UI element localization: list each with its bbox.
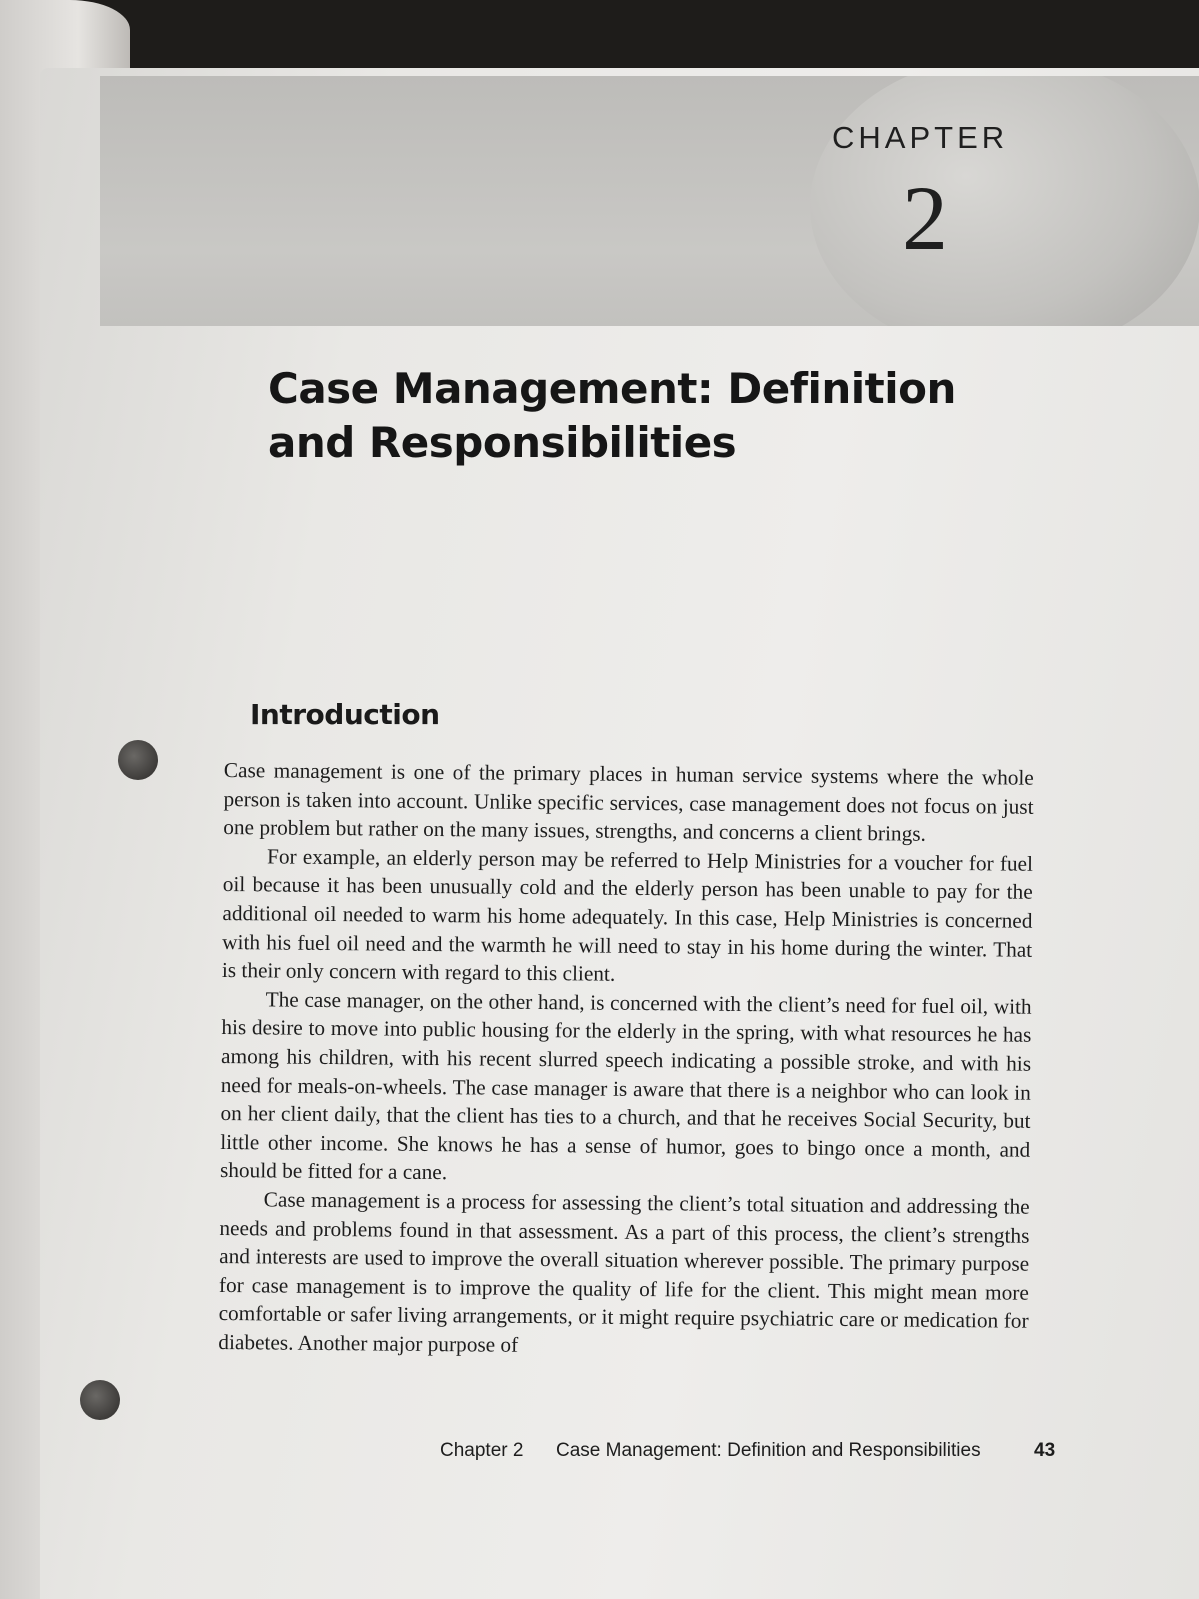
paragraph: Case management is one of the primary places in human service systems where the whole person is taken into account. Unlike specific services, case management does not focus on just one problem but rather on the many issues, strengths, and concerns a client brings. [223,757,1034,846]
chapter-circle-graphic [810,76,1199,326]
paragraph: For example, an elderly person may be referred to Help Ministries for a voucher for fuel oil because it has been unusually cold and the elderly person has been unable to pay for the additional oil needed to warm his home adequately. In this case, Help Ministries is concerned with his fuel oil need and the warmth he will need to stay in his home during the winter. That is their only concern with regard to this client. [221,844,1034,986]
footer-title: Case Management: Definition and Responsibilities [556,1440,981,1461]
page-number: 43 [1034,1440,1056,1461]
paragraph: The case manager, on the other hand, is concerned with the client’s need for fuel oil, with his desire to move into public housing for the elderly in the spring, with what resources he has among his children, with his recent slurred speech indicating a possible stroke, and with his need for meals-on-wheels. The case manager is aware that there is a neighbor who can look in on her client daily, that the client has ties to a church, and that he receives Social Security, but little other income. She knows he has a sense of humor, goes to bingo once a month, and should be fitted for a cane. [219,987,1032,1185]
chapter-title-line-2: and Responsibilities [268,418,737,467]
body-text [218,756,1034,1364]
chapter-label: CHAPTER [832,120,1009,155]
footer-chapter: Chapter 2 [440,1440,524,1461]
chapter-number: 2 [902,167,948,269]
chapter-title-line-1: Case Management: Definition [268,364,956,413]
chapter-title [268,362,1028,470]
book-page [40,68,1199,1599]
binder-hole [80,1380,120,1420]
paragraph: Case management is a process for assessing the client’s total situation and addressing the needs and problems found in that assessment. As a part of this process, the client’s strengths and interests are used to improve the overall situation wherever possible. The primary purpose for case management is to improve the quality of life for the client. This might mean more comfortable or safer living arrangements, or it might require psychiatric care or medication for diabetes. Another major purpose of [218,1187,1030,1357]
section-heading: Introduction [250,698,440,731]
binder-hole [118,740,158,780]
chapter-banner [100,76,1199,326]
